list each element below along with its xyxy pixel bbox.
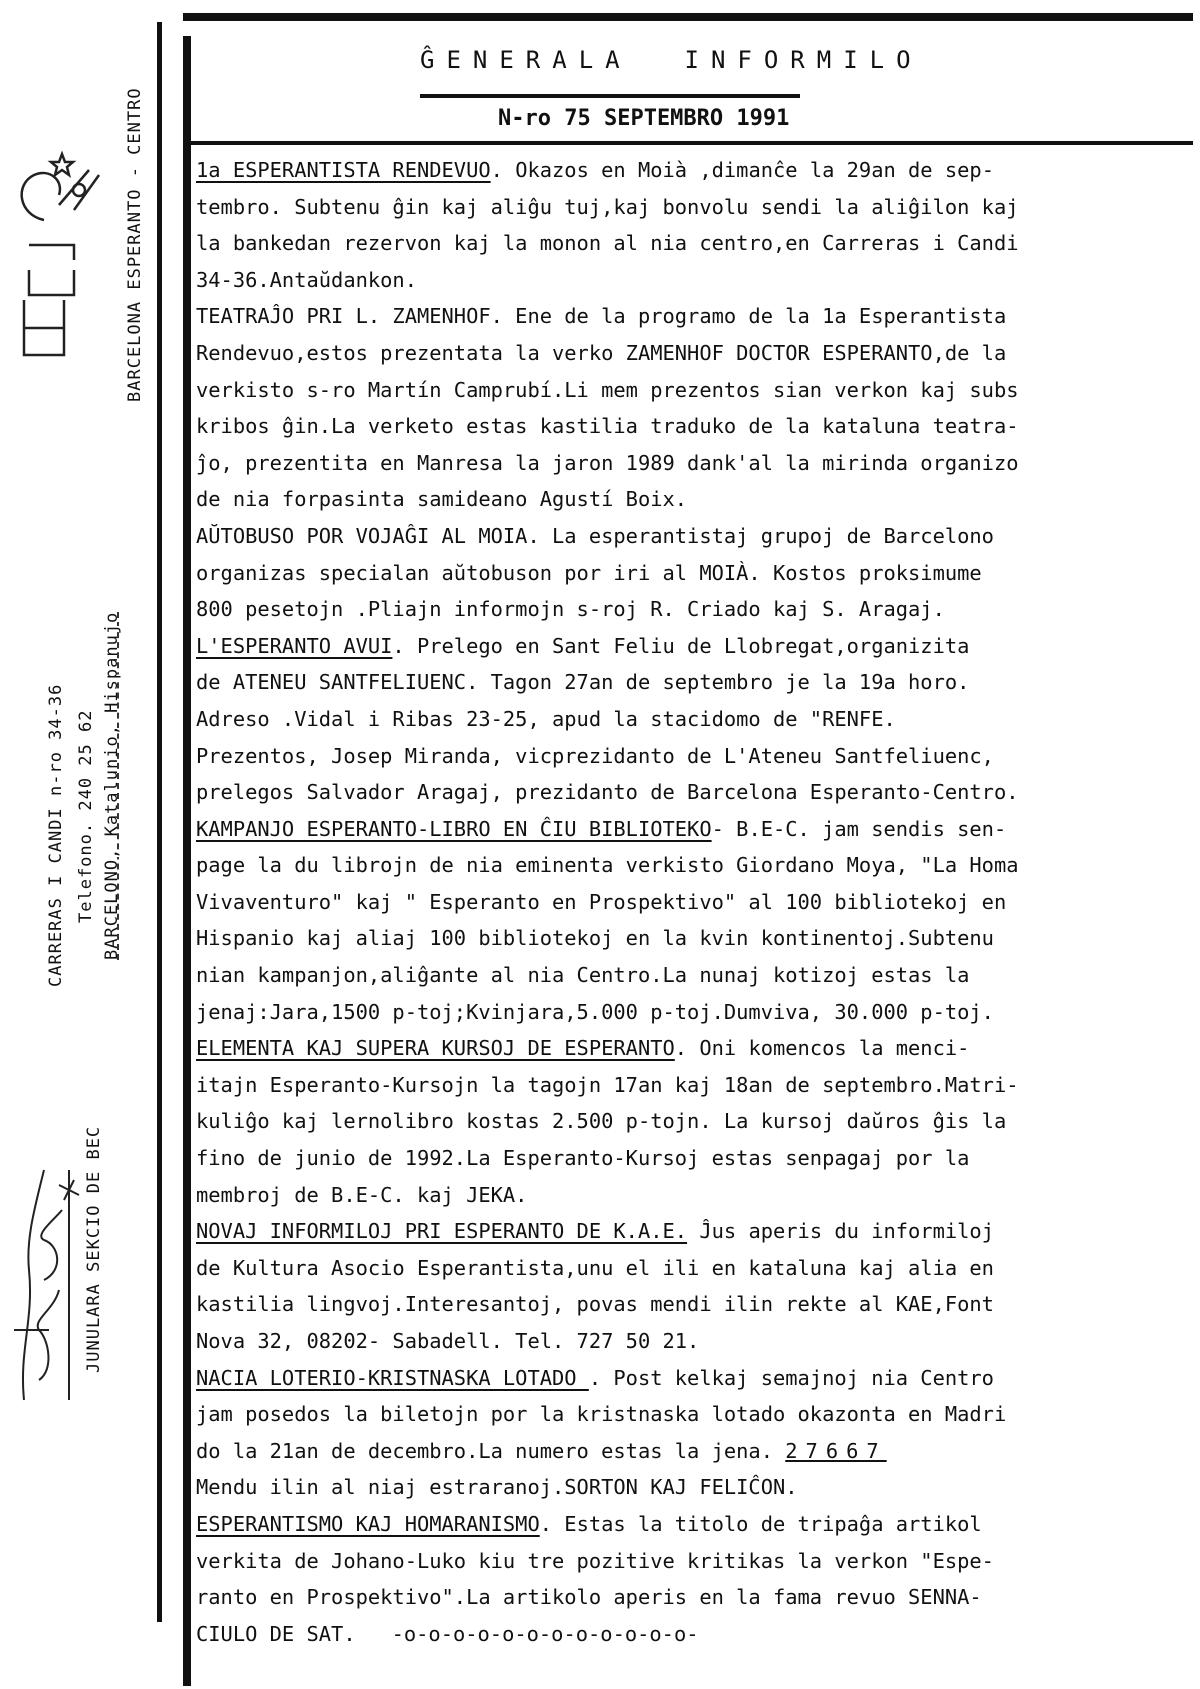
- phone: Telefono. 240 25 62: [76, 709, 96, 923]
- article-heading: NOVAJ INFORMILOJ PRI ESPERANTO DE K.A.E.: [196, 1219, 688, 1244]
- top-rule: [183, 13, 1193, 21]
- article-line: la bankedan rezervon kaj la monon al nia centro,en Carreras i Candi: [196, 231, 1019, 256]
- article-body: [196, 152, 1191, 1652]
- article-line: membroj de B.E-C. kaj JEKA.: [196, 1182, 528, 1207]
- article-line: de ATENEU SANTFELIUENC. Tagon 27an de septembro je la 19a horo.: [196, 670, 970, 695]
- youth-section: JUNULARA SEKCIO DE BEC: [84, 1125, 104, 1373]
- article-line: NOVAJ INFORMILOJ PRI ESPERANTO DE K.A.E. Ĵus aperis du informiloj: [196, 1219, 994, 1244]
- article-line: Nova 32, 08202- Sabadell. Tel. 727 50 21.: [196, 1329, 700, 1353]
- article-line: ELEMENTA KAJ SUPERA KURSOJ DE ESPERANTO. Oni komencos la menci-: [196, 1036, 970, 1061]
- article-line: kastilia lingvoj.Interesantoj, povas mendi ilin rekte al KAE,Font: [196, 1292, 994, 1317]
- issue-line: N-ro 75 SEPTEMBRO 1991: [498, 106, 790, 131]
- title-rule: [420, 94, 800, 98]
- article-line: ranto en Prospektivo".La artikolo aperis en la fama revuo SENNA-: [196, 1585, 982, 1610]
- article-line: L'ESPERANTO AVUI. Prelego en Sant Feliu de Llobregat,organizita: [196, 633, 970, 658]
- article-line: CIULO DE SAT. -o-o-o-o-o-o-o-o-o-o-o-o-: [196, 1616, 1191, 1653]
- article-line: organizas specialan aŭtobuson por iri al MOIÀ. Kostos proksimume: [196, 560, 982, 585]
- article-heading: KAMPANJO ESPERANTO-LIBRO EN ĈIU BIBLIOTEKO: [196, 816, 712, 841]
- article-line: jenaj:Jara,1500 p-toj;Kvinjara,5.000 p-toj.Dumviva, 30.000 p-toj.: [196, 999, 994, 1024]
- article-heading: ESPERANTISMO KAJ HOMARANISMO: [196, 1511, 540, 1536]
- article-line: Vivaventuro" kaj " Esperanto en Prospektivo" al 100 bibliotekoj en: [196, 889, 1007, 914]
- lottery-number: 27667: [785, 1438, 887, 1463]
- article-line: 800 pesetojn .Pliajn informojn s-roj R. Criado kaj S. Aragaj.: [196, 597, 945, 622]
- article-heading: 1a ESPERANTISTA RENDEVUO: [196, 158, 491, 182]
- article-line: itajn Esperanto-Kursojn la tagojn 17an kaj 18an de septembro.Matri-: [196, 1072, 1019, 1097]
- article-heading: ELEMENTA KAJ SUPERA KURSOJ DE ESPERANTO: [196, 1036, 675, 1061]
- org-name: BARCELONA ESPERANTO - CENTRO: [125, 87, 145, 402]
- location: BARCELONO, Katalunio, Hispanujo: [102, 611, 122, 960]
- article-line: prelegos Salvador Aragaj, prezidanto de Barcelona Esperanto-Centro.: [196, 780, 1019, 805]
- article-line: Mendu ilin al niaj estraranoj.SORTON KAJ FELIĈON.: [196, 1475, 798, 1500]
- article-line: ESPERANTISMO KAJ HOMARANISMO. Estas la titolo de tripaĝa artikol: [196, 1511, 982, 1536]
- article-line: de Kultura Asocio Esperantista,unu el ili en kataluna kaj alia en: [196, 1255, 994, 1280]
- article-line: page la du librojn de nia eminenta verkisto Giordano Moya, "La Homa: [196, 853, 1019, 878]
- article-line: KAMPANJO ESPERANTO-LIBRO EN ĈIU BIBLIOTEKO- B.E-C. jam sendis sen-: [196, 816, 1007, 841]
- left-rule: [183, 36, 191, 1686]
- signature: [4, 1150, 84, 1410]
- article-line: kribos ĝin.La verketo estas kastilia traduko de la kataluna teatra-: [196, 414, 1019, 439]
- article-line: ĵo, prezentita en Manresa la jaron 1989 dank'al la mirinda organizo: [196, 450, 1019, 475]
- article-line: Rendevuo,estos prezentata la verko ZAMENHOF DOCTOR ESPERANTO,de la: [196, 340, 1007, 365]
- article-line: de nia forpasinta samideano Agustí Boix.: [196, 487, 688, 512]
- article-heading: NACIA LOTERIO-KRISTNASKA LOTADO: [196, 1365, 589, 1390]
- article-line: Adreso .Vidal i Ribas 23-25, apud la stacidomo de "RENFE.: [196, 706, 896, 731]
- article-line: do la 21an de decembro.La numero estas la jena. 27667: [196, 1438, 887, 1463]
- article-line: fino de junio de 1992.La Esperanto-Kursoj estas senpagaj por la: [196, 1146, 970, 1171]
- end-mark: -o-o-o-o-o-o-o-o-o-o-o-o-: [391, 1621, 699, 1646]
- article-line: TEATRAĴO PRI L. ZAMENHOF. Ene de la programo de la 1a Esperantista: [196, 304, 1007, 329]
- article-line: jam posedos la biletojn por la kristnaska lotado okazonta en Madri: [196, 1402, 1007, 1427]
- page-title: ĜENERALA INFORMILO: [420, 46, 923, 74]
- article-line: Prezentos, Josep Miranda, vicprezidanto de L'Ateneu Santfeliuenc,: [196, 743, 994, 768]
- article-heading: L'ESPERANTO AVUI: [196, 633, 393, 658]
- address: CARRERAS I CANDI n-ro 34-36: [46, 683, 66, 987]
- article-line: nian kampanjon,aliĝante al nia Centro.La nunaj kotizoj estas la: [196, 963, 970, 988]
- article-line: verkisto s-ro Martín Camprubí.Li mem prezentos sian verkon kaj subs: [196, 377, 1019, 402]
- article-line: AŬTOBUSO POR VOJAĜI AL MOIA. La esperantistaj grupoj de Barcelono: [196, 523, 994, 548]
- article-line: NACIA LOTERIO-KRISTNASKA LOTADO . Post kelkaj semajnoj nia Centro: [196, 1365, 994, 1390]
- sidebar-rule: [157, 22, 162, 1622]
- article-line: kuliĝo kaj lernolibro kostas 2.500 p-tojn. La kursoj daŭros ĝis la: [196, 1109, 1007, 1134]
- bec-logo: [4, 150, 114, 360]
- article-line: verkita de Johano-Luko kiu tre pozitive kritikas la verkon "Espe-: [196, 1548, 994, 1573]
- header-rule: [191, 141, 1193, 145]
- article-line: Hispanio kaj aliaj 100 bibliotekoj en la kvin kontinentoj.Subtenu: [196, 926, 994, 951]
- article-line: 1a ESPERANTISTA RENDEVUO. Okazos en Moià ,dimanĉe la 29an de sep-: [196, 158, 994, 182]
- article-line: 34-36.Antaŭdankon.: [196, 267, 417, 292]
- article-line: tembro. Subtenu ĝin kaj aliĝu tuj,kaj bonvolu sendi la aliĝilon kaj: [196, 194, 1019, 219]
